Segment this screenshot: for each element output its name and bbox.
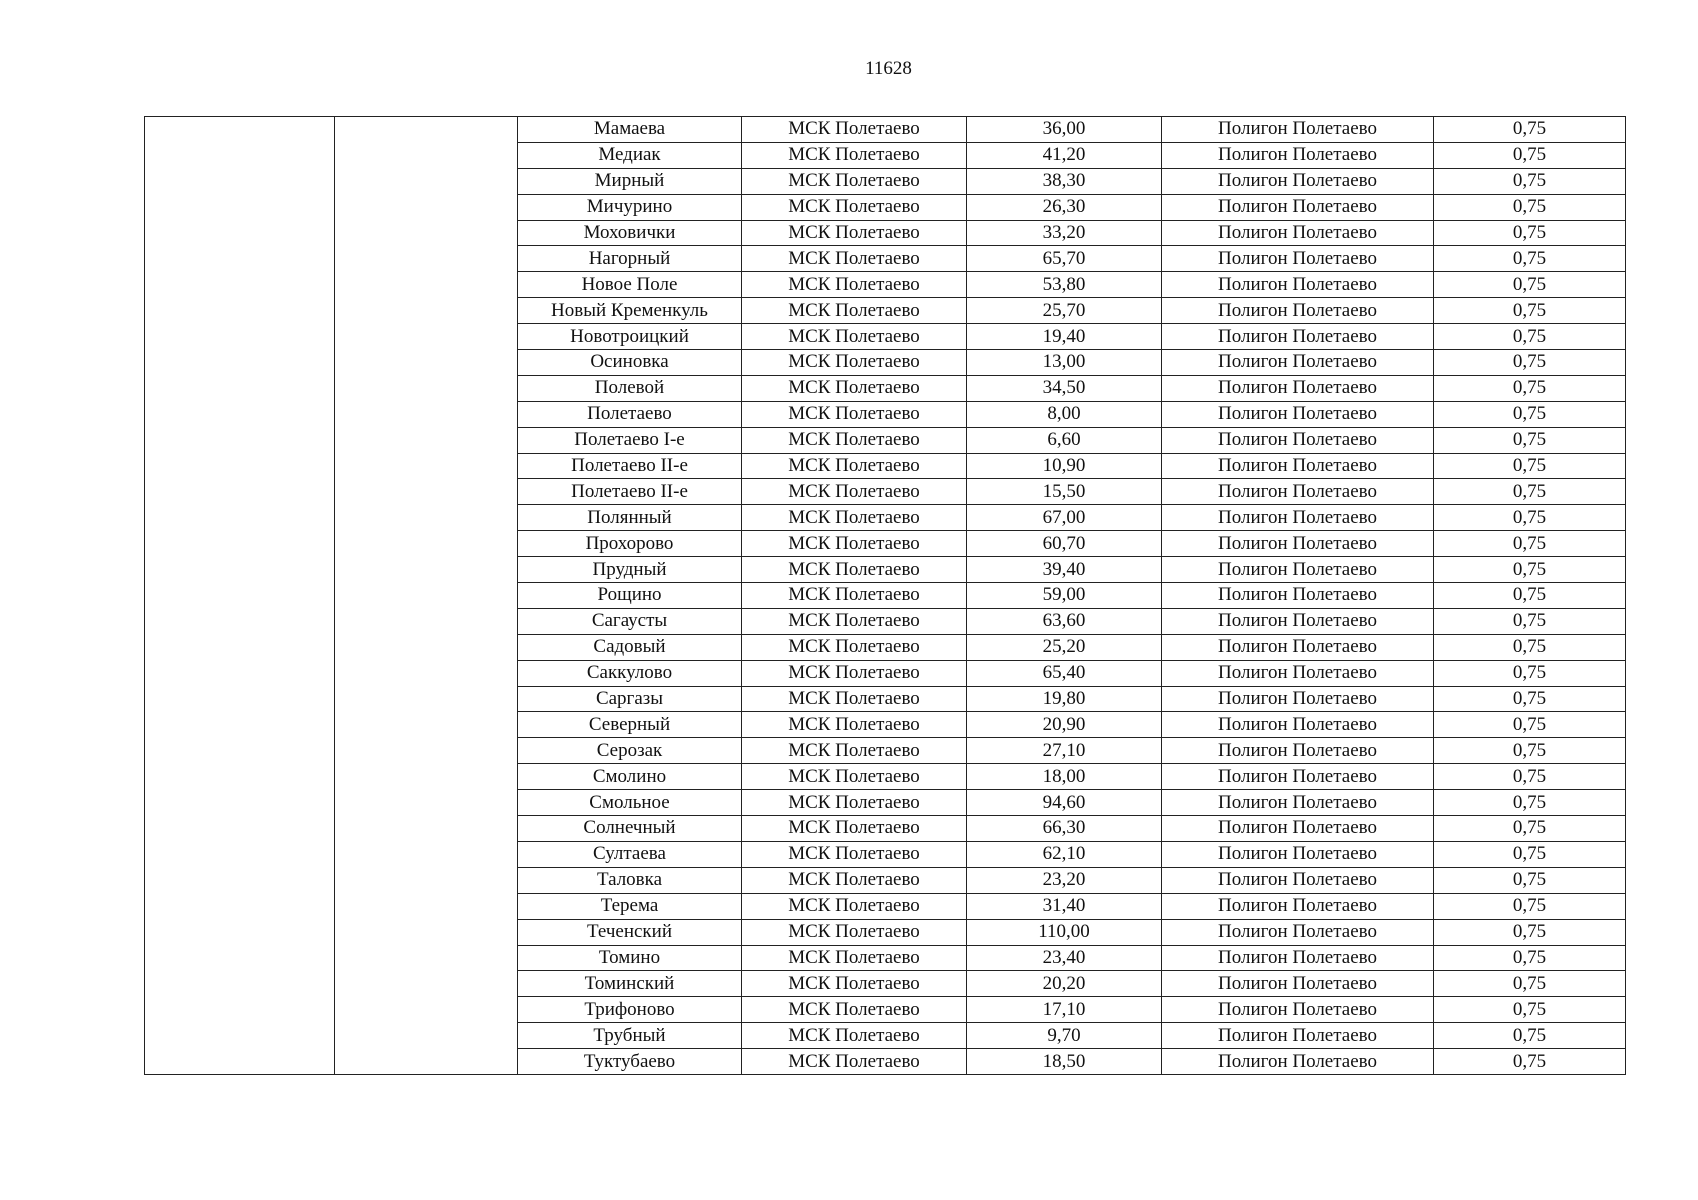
source-cell: МСК Полетаево — [742, 816, 967, 842]
destination-cell: Полигон Полетаево — [1162, 660, 1434, 686]
page-number: 11628 — [865, 58, 912, 79]
distance-cell: 62,10 — [967, 841, 1162, 867]
distance-cell: 33,20 — [967, 220, 1162, 246]
source-cell: МСК Полетаево — [742, 583, 967, 609]
coefficient-cell: 0,75 — [1434, 168, 1626, 194]
settlement-cell: Серозак — [518, 738, 742, 764]
distance-cell: 41,20 — [967, 142, 1162, 168]
coefficient-cell: 0,75 — [1434, 401, 1626, 427]
source-cell: МСК Полетаево — [742, 1049, 967, 1075]
settlement-cell: Смолино — [518, 764, 742, 790]
source-cell: МСК Полетаево — [742, 401, 967, 427]
settlement-cell: Рощино — [518, 583, 742, 609]
distance-cell: 19,80 — [967, 686, 1162, 712]
coefficient-cell: 0,75 — [1434, 608, 1626, 634]
destination-cell: Полигон Полетаево — [1162, 375, 1434, 401]
coefficient-cell: 0,75 — [1434, 790, 1626, 816]
source-cell: МСК Полетаево — [742, 168, 967, 194]
source-cell: МСК Полетаево — [742, 997, 967, 1023]
distance-cell: 66,30 — [967, 816, 1162, 842]
destination-cell: Полигон Полетаево — [1162, 505, 1434, 531]
coefficient-cell: 0,75 — [1434, 997, 1626, 1023]
source-cell: МСК Полетаево — [742, 194, 967, 220]
destination-cell: Полигон Полетаево — [1162, 608, 1434, 634]
settlement-cell: Томино — [518, 945, 742, 971]
table-row — [145, 117, 1626, 143]
coefficient-cell: 0,75 — [1434, 142, 1626, 168]
coefficient-cell: 0,75 — [1434, 220, 1626, 246]
distance-cell: 8,00 — [967, 401, 1162, 427]
coefficient-cell: 0,75 — [1434, 1023, 1626, 1049]
destination-cell: Полигон Полетаево — [1162, 117, 1434, 143]
destination-cell: Полигон Полетаево — [1162, 298, 1434, 324]
distance-cell: 6,60 — [967, 427, 1162, 453]
destination-cell: Полигон Полетаево — [1162, 324, 1434, 350]
distance-cell: 15,50 — [967, 479, 1162, 505]
coefficient-cell: 0,75 — [1434, 712, 1626, 738]
settlement-cell: Саргазы — [518, 686, 742, 712]
source-cell: МСК Полетаево — [742, 557, 967, 583]
settlement-cell: Туктубаево — [518, 1049, 742, 1075]
settlement-cell: Полетаево — [518, 401, 742, 427]
distance-cell: 65,40 — [967, 660, 1162, 686]
settlement-cell: Нагорный — [518, 246, 742, 272]
source-cell: МСК Полетаево — [742, 142, 967, 168]
destination-cell: Полигон Полетаево — [1162, 168, 1434, 194]
coefficient-cell: 0,75 — [1434, 660, 1626, 686]
settlement-cell: Новотроицкий — [518, 324, 742, 350]
settlement-cell: Полетаево I-е — [518, 427, 742, 453]
destination-cell: Полигон Полетаево — [1162, 997, 1434, 1023]
coefficient-cell: 0,75 — [1434, 298, 1626, 324]
coefficient-cell: 0,75 — [1434, 246, 1626, 272]
settlement-cell: Солнечный — [518, 816, 742, 842]
distance-cell: 60,70 — [967, 531, 1162, 557]
source-cell: МСК Полетаево — [742, 246, 967, 272]
settlement-cell: Осиновка — [518, 350, 742, 376]
distance-cell: 9,70 — [967, 1023, 1162, 1049]
source-cell: МСК Полетаево — [742, 531, 967, 557]
coefficient-cell: 0,75 — [1434, 893, 1626, 919]
settlement-cell: Новое Поле — [518, 272, 742, 298]
coefficient-cell: 0,75 — [1434, 117, 1626, 143]
settlement-cell: Полянный — [518, 505, 742, 531]
source-cell: МСК Полетаево — [742, 919, 967, 945]
settlement-cell: Терема — [518, 893, 742, 919]
destination-cell: Полигон Полетаево — [1162, 583, 1434, 609]
source-cell: МСК Полетаево — [742, 945, 967, 971]
source-cell: МСК Полетаево — [742, 660, 967, 686]
distance-cell: 31,40 — [967, 893, 1162, 919]
destination-cell: Полигон Полетаево — [1162, 945, 1434, 971]
coefficient-cell: 0,75 — [1434, 634, 1626, 660]
settlement-cell: Мамаева — [518, 117, 742, 143]
source-cell: МСК Полетаево — [742, 298, 967, 324]
distance-cell: 25,70 — [967, 298, 1162, 324]
distance-cell: 18,50 — [967, 1049, 1162, 1075]
settlement-cell: Трубный — [518, 1023, 742, 1049]
distance-cell: 13,00 — [967, 350, 1162, 376]
destination-cell: Полигон Полетаево — [1162, 634, 1434, 660]
settlement-cell: Полевой — [518, 375, 742, 401]
source-cell: МСК Полетаево — [742, 272, 967, 298]
coefficient-cell: 0,75 — [1434, 324, 1626, 350]
distance-cell: 23,20 — [967, 867, 1162, 893]
distance-cell: 38,30 — [967, 168, 1162, 194]
destination-cell: Полигон Полетаево — [1162, 841, 1434, 867]
source-cell: МСК Полетаево — [742, 1023, 967, 1049]
distance-cell: 94,60 — [967, 790, 1162, 816]
settlement-cell: Полетаево II-е — [518, 453, 742, 479]
coefficient-cell: 0,75 — [1434, 945, 1626, 971]
coefficient-cell: 0,75 — [1434, 971, 1626, 997]
source-cell: МСК Полетаево — [742, 867, 967, 893]
distance-cell: 20,20 — [967, 971, 1162, 997]
coefficient-cell: 0,75 — [1434, 583, 1626, 609]
settlement-cell: Трифоново — [518, 997, 742, 1023]
settlement-cell: Сагаусты — [518, 608, 742, 634]
source-cell: МСК Полетаево — [742, 350, 967, 376]
settlement-cell: Мичурино — [518, 194, 742, 220]
settlement-cell: Саккулово — [518, 660, 742, 686]
distance-cell: 20,90 — [967, 712, 1162, 738]
destination-cell: Полигон Полетаево — [1162, 557, 1434, 583]
coefficient-cell: 0,75 — [1434, 867, 1626, 893]
distance-cell: 39,40 — [967, 557, 1162, 583]
source-cell: МСК Полетаево — [742, 453, 967, 479]
coefficient-cell: 0,75 — [1434, 350, 1626, 376]
settlement-cell: Новый Кременкуль — [518, 298, 742, 324]
destination-cell: Полигон Полетаево — [1162, 427, 1434, 453]
blank-region-cell — [145, 117, 335, 1075]
settlement-cell: Мирный — [518, 168, 742, 194]
coefficient-cell: 0,75 — [1434, 841, 1626, 867]
coefficient-cell: 0,75 — [1434, 557, 1626, 583]
destination-cell: Полигон Полетаево — [1162, 1049, 1434, 1075]
destination-cell: Полигон Полетаево — [1162, 142, 1434, 168]
destination-cell: Полигон Полетаево — [1162, 401, 1434, 427]
source-cell: МСК Полетаево — [742, 971, 967, 997]
source-cell: МСК Полетаево — [742, 764, 967, 790]
settlement-cell: Таловка — [518, 867, 742, 893]
distance-cell: 18,00 — [967, 764, 1162, 790]
distance-cell: 25,20 — [967, 634, 1162, 660]
source-cell: МСК Полетаево — [742, 790, 967, 816]
destination-cell: Полигон Полетаево — [1162, 1023, 1434, 1049]
coefficient-cell: 0,75 — [1434, 272, 1626, 298]
settlement-cell: Моховички — [518, 220, 742, 246]
destination-cell: Полигон Полетаево — [1162, 816, 1434, 842]
coefficient-cell: 0,75 — [1434, 686, 1626, 712]
destination-cell: Полигон Полетаево — [1162, 194, 1434, 220]
distance-cell: 63,60 — [967, 608, 1162, 634]
destination-cell: Полигон Полетаево — [1162, 764, 1434, 790]
settlement-cell: Медиак — [518, 142, 742, 168]
settlement-cell: Теченский — [518, 919, 742, 945]
coefficient-cell: 0,75 — [1434, 816, 1626, 842]
coefficient-cell: 0,75 — [1434, 764, 1626, 790]
source-cell: МСК Полетаево — [742, 479, 967, 505]
destination-cell: Полигон Полетаево — [1162, 893, 1434, 919]
source-cell: МСК Полетаево — [742, 375, 967, 401]
source-cell: МСК Полетаево — [742, 738, 967, 764]
distance-cell: 34,50 — [967, 375, 1162, 401]
source-cell: МСК Полетаево — [742, 220, 967, 246]
destination-cell: Полигон Полетаево — [1162, 971, 1434, 997]
distance-cell: 110,00 — [967, 919, 1162, 945]
source-cell: МСК Полетаево — [742, 505, 967, 531]
settlement-cell: Султаева — [518, 841, 742, 867]
source-cell: МСК Полетаево — [742, 712, 967, 738]
destination-cell: Полигон Полетаево — [1162, 919, 1434, 945]
source-cell: МСК Полетаево — [742, 893, 967, 919]
coefficient-cell: 0,75 — [1434, 919, 1626, 945]
destination-cell: Полигон Полетаево — [1162, 272, 1434, 298]
coefficient-cell: 0,75 — [1434, 453, 1626, 479]
distance-cell: 23,40 — [967, 945, 1162, 971]
destination-cell: Полигон Полетаево — [1162, 790, 1434, 816]
source-cell: МСК Полетаево — [742, 841, 967, 867]
settlement-cell: Садовый — [518, 634, 742, 660]
distance-cell: 36,00 — [967, 117, 1162, 143]
source-cell: МСК Полетаево — [742, 634, 967, 660]
coefficient-cell: 0,75 — [1434, 375, 1626, 401]
distance-cell: 65,70 — [967, 246, 1162, 272]
coefficient-cell: 0,75 — [1434, 194, 1626, 220]
settlement-cell: Смольное — [518, 790, 742, 816]
table-body — [145, 117, 1626, 1075]
coefficient-cell: 0,75 — [1434, 427, 1626, 453]
blank-municipality-cell — [335, 117, 518, 1075]
source-cell: МСК Полетаево — [742, 324, 967, 350]
source-cell: МСК Полетаево — [742, 117, 967, 143]
destination-cell: Полигон Полетаево — [1162, 686, 1434, 712]
destination-cell: Полигон Полетаево — [1162, 350, 1434, 376]
distance-cell: 27,10 — [967, 738, 1162, 764]
distance-cell: 59,00 — [967, 583, 1162, 609]
destination-cell: Полигон Полетаево — [1162, 531, 1434, 557]
destination-cell: Полигон Полетаево — [1162, 453, 1434, 479]
distance-cell: 10,90 — [967, 453, 1162, 479]
settlement-cell: Прохорово — [518, 531, 742, 557]
settlement-cell: Прудный — [518, 557, 742, 583]
destination-cell: Полигон Полетаево — [1162, 867, 1434, 893]
distance-cell: 19,40 — [967, 324, 1162, 350]
source-cell: МСК Полетаево — [742, 427, 967, 453]
destination-cell: Полигон Полетаево — [1162, 220, 1434, 246]
settlement-cell: Полетаево II-е — [518, 479, 742, 505]
source-cell: МСК Полетаево — [742, 608, 967, 634]
source-cell: МСК Полетаево — [742, 686, 967, 712]
destination-cell: Полигон Полетаево — [1162, 738, 1434, 764]
destination-cell: Полигон Полетаево — [1162, 479, 1434, 505]
coefficient-cell: 0,75 — [1434, 1049, 1626, 1075]
settlement-cell: Северный — [518, 712, 742, 738]
settlement-cell: Томинский — [518, 971, 742, 997]
coefficient-cell: 0,75 — [1434, 531, 1626, 557]
settlement-waste-table — [144, 116, 1626, 1075]
coefficient-cell: 0,75 — [1434, 738, 1626, 764]
destination-cell: Полигон Полетаево — [1162, 246, 1434, 272]
coefficient-cell: 0,75 — [1434, 505, 1626, 531]
coefficient-cell: 0,75 — [1434, 479, 1626, 505]
distance-cell: 17,10 — [967, 997, 1162, 1023]
destination-cell: Полигон Полетаево — [1162, 712, 1434, 738]
distance-cell: 26,30 — [967, 194, 1162, 220]
distance-cell: 53,80 — [967, 272, 1162, 298]
distance-cell: 67,00 — [967, 505, 1162, 531]
